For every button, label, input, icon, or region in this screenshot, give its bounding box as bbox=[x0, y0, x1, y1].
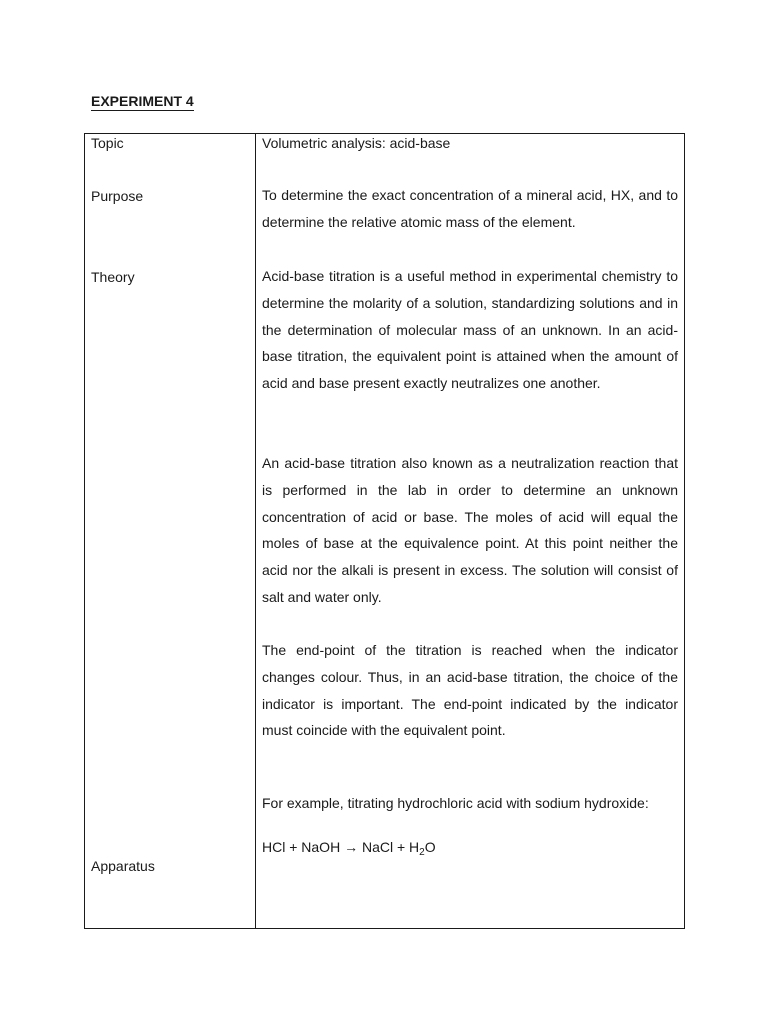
theory-paragraph-1: Acid-base titration is a useful method in experimental chemistry to determine the molarity of a solution, standardizing solutions and in the determination of molecular mass of an unknown. In an acid-base titration, the equivalent point is attained when the amount of acid and base present exactly neutralizes one another. bbox=[262, 268, 678, 392]
theory-label: Theory bbox=[91, 269, 135, 285]
equation-tail: O bbox=[424, 839, 436, 855]
purpose-text: To determine the exact concentration of a mineral acid, HX, and to determine the relative atomic mass of the element. bbox=[262, 187, 678, 230]
equation-main: HCl + NaOH → NaCl + H bbox=[262, 839, 420, 855]
purpose-label: Purpose bbox=[91, 188, 144, 204]
topic-label: Topic bbox=[91, 135, 124, 151]
page-title: EXPERIMENT 4 bbox=[91, 93, 194, 109]
column-divider bbox=[255, 134, 256, 928]
theory-paragraph-3: The end-point of the titration is reached when the indicator changes colour. Thus, in an acid-base titration, the choice of the indicator is important. The end-point indicated by the indicator must coincide with the equivalent point. bbox=[262, 642, 678, 739]
apparatus-label: Apparatus bbox=[91, 858, 155, 874]
theory-example: For example, titrating hydrochloric acid with sodium hydroxide: bbox=[262, 795, 649, 811]
topic-text: Volumetric analysis: acid-base bbox=[262, 135, 451, 151]
equation-subscript: 2 bbox=[419, 847, 425, 858]
reaction-equation bbox=[262, 838, 436, 856]
experiment-table bbox=[84, 133, 685, 929]
theory-paragraph-2: An acid-base titration also known as a neutralization reaction that is performed in the lab in order to determine an unknown concentration of acid or base. The moles of acid will equal the moles of base at the equivalence point. At this point neither the acid nor the alkali is present in excess. The solution will consist of salt and water only. bbox=[262, 455, 678, 605]
